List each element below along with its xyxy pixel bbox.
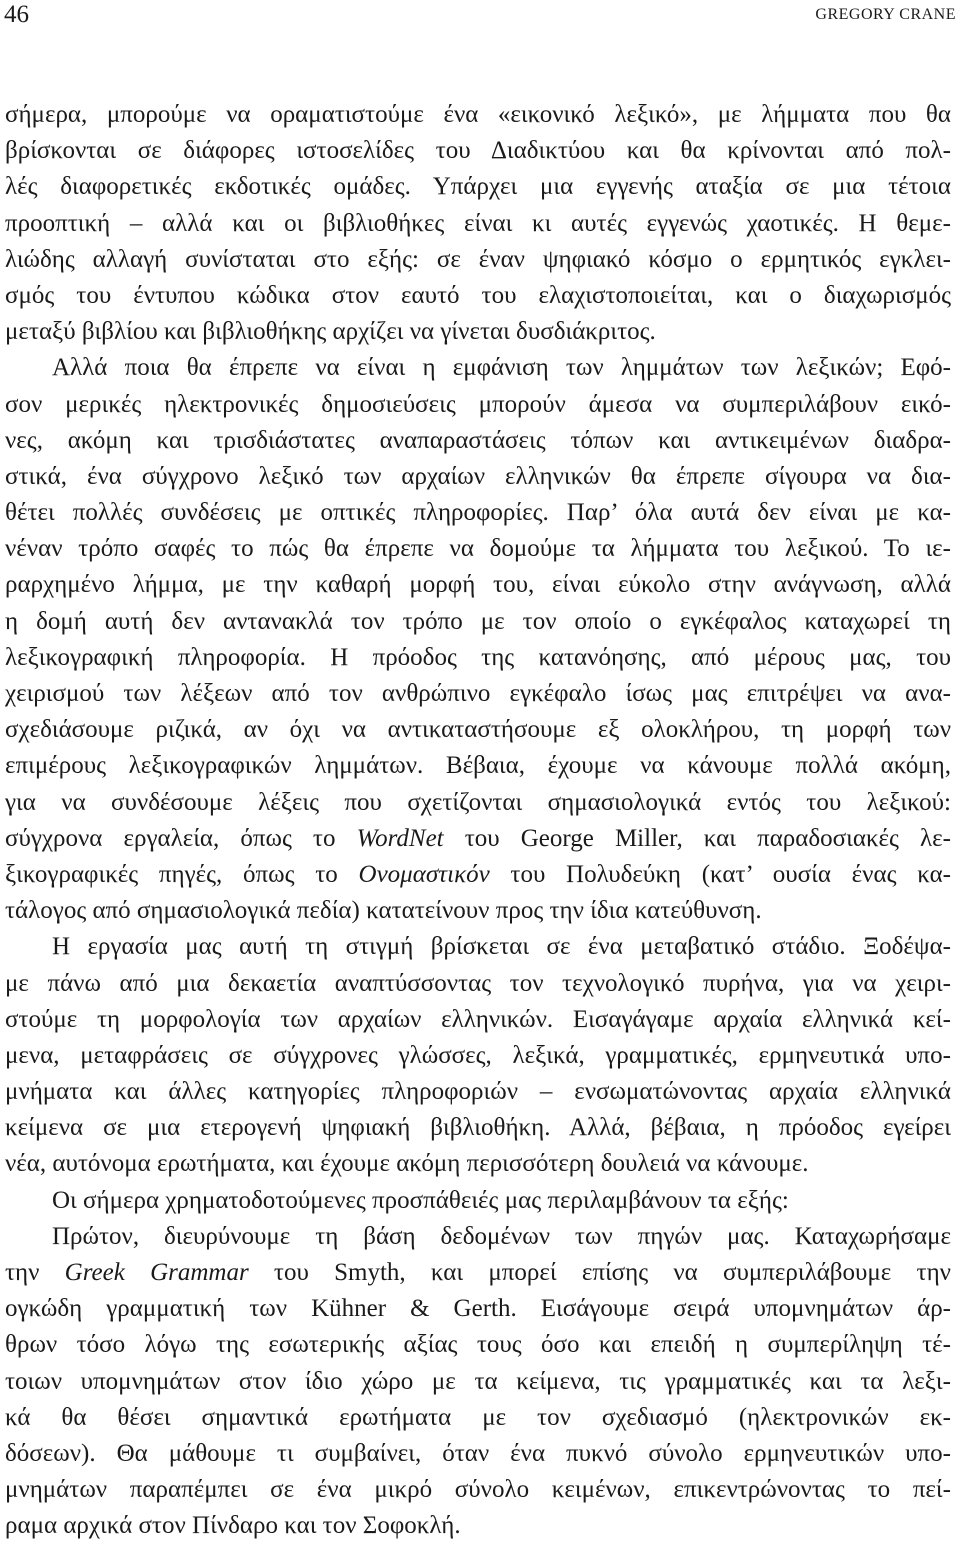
- text-span: ραρχημένο λήμμα, με την καθαρή μορφή του, είναι εύκολο στην ανάγνωση, αλλά: [5, 571, 951, 599]
- text-span: κά θα θέσει σημαντικά ερωτήματα με τον σχεδιασμό (ηλεκτρονικών εκ-: [5, 1403, 951, 1431]
- text-span: μεταξύ βιβλίου και βιβλιοθήκης αρχίζει να γίνεται δυσδιάκριτος.: [5, 318, 656, 346]
- text-span: Η εργασία μας αυτή τη στιγμή βρίσκεται σε ένα μεταβατικό στάδιο. Ξοδέψα-: [52, 933, 951, 961]
- text-span: του George Miller, και παραδοσιακές λε-: [443, 824, 951, 852]
- text-span: μνημάτων παραπέμπει σε ένα μικρό σύνολο κειμένων, επικεντρώνοντας το πεί-: [5, 1476, 951, 1504]
- text-line: [5, 1327, 951, 1363]
- text-line: [5, 1038, 951, 1074]
- italic-title: WordNet: [356, 824, 444, 852]
- text-line: [5, 169, 951, 205]
- text-line: [5, 1074, 951, 1110]
- text-span: Πρώτον, διευρύνουμε τη βάση δεδομένων των πηγών μας. Καταχωρήσαμε: [52, 1222, 951, 1250]
- text-span: προοπτική – αλλά και οι βιβλιοθήκες είναι κι αυτές εγγενώς χαοτικές. Η θεμε-: [5, 209, 951, 237]
- text-line: [5, 604, 951, 640]
- text-line: [5, 242, 951, 278]
- text-span: του Smyth, και μπορεί επίσης να συμπεριλάβουμε την: [248, 1259, 951, 1286]
- text-span: τοιων υπομνημάτων στον ίδιο χώρο με τα κείμενα, τις γραμματικές και τα λεξι-: [5, 1367, 951, 1395]
- text-span: νέα, αυτόνομα ερωτήματα, και έχουμε ακόμη περισσότερη δουλειά να κάνουμε.: [5, 1150, 809, 1178]
- text-line: [5, 748, 951, 784]
- text-span: Αλλά ποια θα έπρεπε να είναι η εμφάνιση των λημμάτων των λεξικών; Εφό-: [52, 354, 951, 382]
- text-span: ογκώδη γραμματική των Kühner & Gerth. Εισάγουμε σειρά υπομνημάτων άρ-: [5, 1295, 951, 1323]
- text-line: [5, 133, 951, 169]
- text-span: λεξικογραφική πληροφορία. Η πρόοδος της κατανόησης, από μέρους μας, του: [5, 643, 951, 671]
- text-span: δόσεων). Θα μάθουμε τι συμβαίνει, όταν ένα πυκνό σύνολο ερμηνευτικών υπο-: [5, 1439, 951, 1467]
- paragraph-last-line: [5, 1146, 951, 1182]
- text-span: επιμέρους λεξικογραφικών λημμάτων. Βέβαια, έχουμε να κάνουμε πολλά ακόμη,: [5, 752, 951, 780]
- text-span: την: [5, 1259, 65, 1286]
- text-span: η δομή αυτή δεν αντανακλά τον τρόπο με τον οποίο ο εγκέφαλος καταχωρεί τη: [5, 607, 951, 635]
- text-span: του Πολυδεύκη (κατ’ ουσία ένας κα-: [489, 860, 951, 888]
- text-line: [5, 640, 951, 676]
- text-line: [5, 712, 951, 748]
- text-line: [5, 1255, 951, 1291]
- text-line: [5, 821, 951, 857]
- text-line: [5, 1110, 951, 1146]
- text-line: [5, 1472, 951, 1508]
- page-number: 46: [4, 1, 29, 28]
- text-span: σύγχρονα εργαλεία, όπως το: [5, 824, 357, 852]
- text-span: για να συνδέσουμε λέξεις που σχετίζονται σημασιολογικά εντός του λεξικού:: [5, 788, 951, 816]
- paragraph-first-line: [5, 1219, 951, 1255]
- body-text: [5, 97, 951, 1545]
- text-line: [5, 206, 951, 242]
- paragraph-first-line: [5, 929, 951, 965]
- page-header: [0, 0, 960, 32]
- text-span: νες, ακόμη και τρισδιάστατες αναπαραστάσεις τόπων και αντικειμένων διαδρα-: [5, 426, 951, 454]
- text-span: ραμα αρχικά στον Πίνδαρο και τον Σοφοκλή.: [5, 1512, 461, 1540]
- text-span: στικά, ένα σύγχρονο λεξικό των αρχαίων ελληνικών θα έπρεπε σίγουρα να δια-: [5, 462, 951, 490]
- text-line: [5, 966, 951, 1002]
- paragraph-last-line: [5, 1508, 951, 1544]
- text-span: βρίσκονται σε διάφορες ιστοσελίδες του Διαδικτύου και θα κρίνονται από πολ-: [5, 137, 951, 165]
- text-line: [5, 531, 951, 567]
- text-span: τάλογος από σημασιολογικά πεδία) κατατείνουν προς την ίδια κατεύθυνση.: [5, 897, 762, 925]
- text-span: λές διαφορετικές εκδοτικές ομάδες. Υπάρχει μια εγγενής αταξία σε μια τέτοια: [5, 173, 951, 201]
- text-span: νέναν τρόπο σαφές το πώς θα έπρεπε να δομούμε τα λήμματα του λεξικού. Το ιε-: [5, 535, 951, 563]
- paragraph-last-line: [5, 893, 951, 929]
- italic-title: Ονομαστικόν: [358, 860, 490, 888]
- text-line: [5, 278, 951, 314]
- text-span: μνήματα και άλλες κατηγορίες πληροφοριών – ενσωματώνοντας αρχαία ελληνικά: [5, 1078, 951, 1106]
- text-line: [5, 97, 951, 133]
- text-span: θρων τόσο λόγω της εσωτερικής αξίας τους όσο και επειδή η συμπερίληψη τέ-: [5, 1331, 951, 1359]
- text-span: στούμε τη μορφολογία των αρχαίων ελληνικών. Εισαγάγαμε αρχαία ελληνικά κεί-: [5, 1005, 951, 1033]
- text-span: σχεδιάσουμε ριζικά, αν όχι να αντικαταστήσουμε εξ ολοκλήρου, τη μορφή των: [5, 716, 951, 744]
- text-span: λιώδης αλλαγή συνίσταται στο εξής: σε έναν ψηφιακό κόσμο ο ερμητικός εγκλει-: [5, 245, 951, 273]
- text-span: μενα, μεταφράσεις σε σύγχρονες γλώσσες, λεξικά, γραμματικές, ερμηνευτικά υπο-: [5, 1041, 951, 1069]
- text-line: [5, 495, 951, 531]
- text-line: [5, 785, 951, 821]
- paragraph-single-line: [5, 1183, 951, 1219]
- text-line: [5, 1002, 951, 1038]
- text-span: χειρισμού των λέξεων από τον ανθρώπινο εγκέφαλο ίσως μας επιτρέψει να ανα-: [5, 680, 951, 707]
- text-line: [5, 857, 951, 893]
- text-line: [5, 459, 951, 495]
- text-span: σήμερα, μπορούμε να οραματιστούμε ένα «εικονικό λεξικό», με λήμματα που θα: [5, 101, 951, 128]
- text-line: [5, 423, 951, 459]
- text-span: σον μερικές ηλεκτρονικές δημοσιεύσεις μπορούν άμεσα να συμπεριλάβουν εικό-: [5, 390, 951, 418]
- text-span: ξικογραφικές πηγές, όπως το: [5, 860, 359, 888]
- text-span: με πάνω από μια δεκαετία αναπτύσσοντας τον τεχνολογικό πυρήνα, για να χειρι-: [5, 969, 951, 997]
- text-line: [5, 676, 951, 712]
- text-line: [5, 567, 951, 603]
- running-head: GREGORY CRANE: [815, 6, 956, 23]
- text-line: [5, 1436, 951, 1472]
- text-span: κείμενα σε μια ετερογενή ψηφιακή βιβλιοθήκη. Αλλά, βέβαια, η πρόοδος εγείρει: [5, 1114, 951, 1142]
- text-span: θέτει πολλές συνδέσεις με οπτικές πληροφορίες. Παρ’ όλα αυτά δεν είναι με κα-: [5, 499, 951, 527]
- text-span: σμός του έντυπου κώδικα στον εαυτό του ελαχιστοποιείται, και ο διαχωρισμός: [5, 281, 951, 309]
- text-line: [5, 387, 951, 423]
- paragraph-last-line: [5, 314, 951, 350]
- text-line: [5, 1291, 951, 1327]
- text-line: [5, 1400, 951, 1436]
- text-span: Οι σήμερα χρηματοδοτούμενες προσπάθειές μας περιλαμβάνουν τα εξής:: [52, 1186, 789, 1214]
- text-line: [5, 1364, 951, 1400]
- italic-title: Greek Grammar: [64, 1259, 249, 1286]
- paragraph-first-line: [5, 350, 951, 386]
